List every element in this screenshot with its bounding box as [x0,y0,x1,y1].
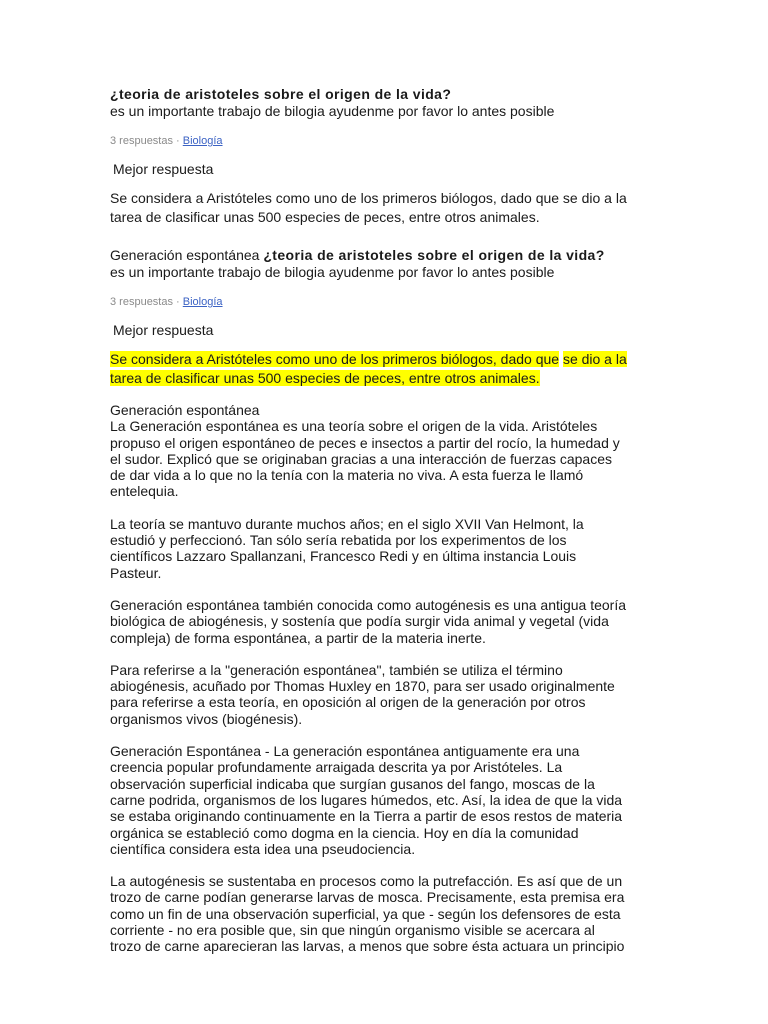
paragraph-line: trozo de carne podían generarse larvas de mosca. Precisamente, esta premisa era [110,889,625,906]
question-title: ¿teoria de aristoteles sobre el origen de la vida? [263,247,605,263]
category-link[interactable]: Biología [182,135,223,147]
paragraph-line: organismos vivos (biogénesis). [110,710,303,727]
question-title: ¿teoria de aristoteles sobre el origen de la vida? [110,86,452,102]
question-meta [110,295,662,309]
paragraph-line: creencia popular profundamente arraigada descrita ya por Aristóteles. La [110,759,563,776]
answer-line: tarea de clasificar unas 500 especies de peces, entre otros animales. [110,209,540,225]
paragraph-line: como un fin de una observación superficial, ya que - según los defensores de esta [110,905,621,922]
paragraph-line: corriente - no era posible que, sin que ningún organismo visible se acercara al [110,922,595,939]
paragraph-line: La autogénesis se sustentaba en procesos como la putrefacción. Es así que de un [110,873,623,890]
best-answer-label: Mejor respuesta [113,322,214,338]
answer-line [110,369,662,388]
best-answer-label: Mejor respuesta [113,161,214,177]
paragraph-line: orgánica se estableció como dogma en la ciencia. Hoy en día la comunidad [110,824,579,841]
paragraph-line: Pasteur. [110,564,162,581]
question-details: es un importante trabajo de bilogia ayudenme por favor lo antes posible [110,103,555,119]
paragraph-line: entelequia. [110,483,179,500]
document-page [110,86,662,955]
highlighted-text: tarea de clasificar unas 500 especies de peces, entre otros animales. [110,370,540,386]
paragraph-line: científica considera esta idea una pseudociencia. [110,840,416,857]
paragraph-line: propuso el origen espontáneo de peces e insectos a partir del rocío, la humedad y [110,434,620,451]
paragraph-line: Generación Espontánea - La generación espontánea antiguamente era una [110,743,580,760]
question-meta [110,134,662,148]
paragraph-line: Generación espontánea también conocida como autogénesis es una antigua teoría [110,596,627,613]
answer-line [110,350,662,369]
body-paragraph [110,662,662,727]
question-block-2 [110,247,662,388]
article-body [110,402,662,955]
category-link[interactable]: Biología [182,296,223,308]
paragraph-line: abiogénesis, acuñado por Thomas Huxley en 1870, para ser usado originalmente [110,678,615,695]
question-block-1 [110,86,662,227]
paragraph-line: científicos Lazzaro Spallanzani, Francesco Redi y en última instancia Louis [110,548,577,565]
paragraph-line: trozo de carne aparecieran las larvas, a menos que sobre ésta actuara un principio [110,938,625,955]
paragraph-line: La Generación espontánea es una teoría sobre el origen de la vida. Aristóteles [110,418,598,435]
paragraph-line: biológica de abiogénesis, y sostenía que podía surgir vida animal y vegetal (vida [110,613,609,630]
paragraph-line: para referirse a esta teoría, en oposición al origen de la generación por otros [110,694,586,711]
question-heading [110,247,662,264]
answer-count: 3 respuestas · [110,296,183,308]
body-paragraph [110,516,662,581]
paragraph-line: observación superficial indicaba que surgían gusanos del fango, moscas de la [110,775,595,792]
paragraph-line: de dar vida a lo que no la tenía con la materia no viva. A esta fuerza le llamó [110,467,584,484]
question-details: es un importante trabajo de bilogia ayudenme por favor lo antes posible [110,264,555,280]
paragraph-line: compleja) de forma espontánea, a partir de la materia inerte. [110,629,486,646]
section-prefix: Generación espontánea [110,247,264,263]
paragraph-line: La teoría se mantuvo durante muchos años; en el siglo XVII Van Helmont, la [110,515,584,532]
body-paragraph [110,597,662,646]
answer-line: Se considera a Aristóteles como uno de los primeros biólogos, dado que se dio a la [110,190,627,206]
body-paragraph [110,873,662,954]
paragraph-line: estudió y perfeccionó. Tan sólo sería rebatida por los experimentos de los [110,532,567,549]
paragraph-line: el sudor. Explicó que se originaban gracias a una interacción de fuerzas capaces [110,450,612,467]
paragraph-line: Generación espontánea [110,402,260,418]
paragraph-line: carne podrida, organismos de los lugares húmedos, etc. Así, la idea de que la vida [110,791,623,808]
paragraph-line: Para referirse a la "generación espontánea", también se utiliza el término [110,661,563,678]
highlighted-text: Se considera a Aristóteles como uno de los primeros biólogos, dado que [110,351,560,367]
paragraph-line: se estaba originando continuamente en la Tierra a partir de esos restos de materia [110,808,623,825]
body-paragraph [110,402,662,500]
answer-count: 3 respuestas · [110,135,183,147]
best-answer-text [110,189,662,227]
body-paragraph [110,743,662,857]
highlighted-text: se dio a la [562,351,627,367]
best-answer-text-highlighted [110,350,662,388]
